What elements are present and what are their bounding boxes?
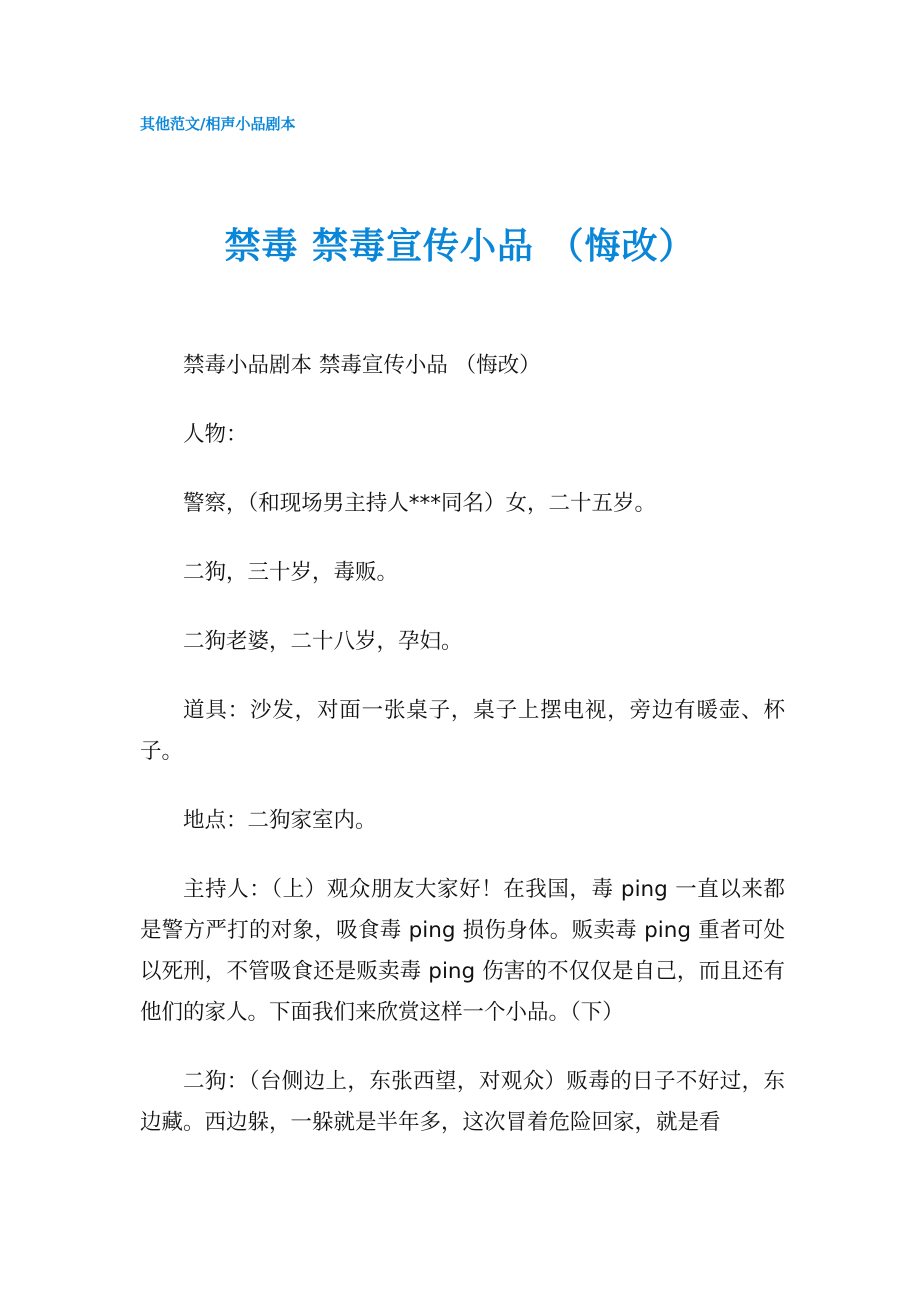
paragraph-character-ergou: 二狗，三十岁，毒贩。 <box>183 560 399 585</box>
paragraph-character-wife: 二狗老婆，二十八岁，孕妇。 <box>183 629 463 654</box>
paragraph-ergou-lines: 二狗：（台侧边上，东张西望，对观众）贩毒的日子不好过，东边藏。西边躲，一躲就是半年多，这次冒着危险回家，就是看 <box>140 1069 785 1135</box>
paragraph-heading: 禁毒小品剧本 禁毒宣传小品 （悔改） <box>183 353 541 378</box>
paragraph-character-police: 警察，（和现场男主持人***同名）女，二十五岁。 <box>183 491 657 516</box>
paragraph-host: 主持人：（上）观众朋友大家好！在我国，毒 ping 一直以来都是警方严打的对象，吸食毒 ping 损伤身体。贩卖毒 ping 重者可处以死刑，不管吸食还是贩卖毒 ping 伤害的不仅仅是自己，而且还有他们的家人。下面我们来欣赏这样一个小品。（下） <box>140 877 785 1025</box>
paragraph-props: 道具：沙发，对面一张桌子，桌子上摆电视，旁边有暖壶、杯子。 <box>140 698 785 764</box>
breadcrumb[interactable]: 其他范文/相声小品剧本 <box>140 115 296 133</box>
document-body <box>140 345 785 1143</box>
paragraph-characters-label: 人物： <box>183 422 248 447</box>
page-title: 禁毒 禁毒宣传小品 （悔改） <box>224 226 696 267</box>
paragraph-location: 地点：二狗家室内。 <box>183 808 377 833</box>
